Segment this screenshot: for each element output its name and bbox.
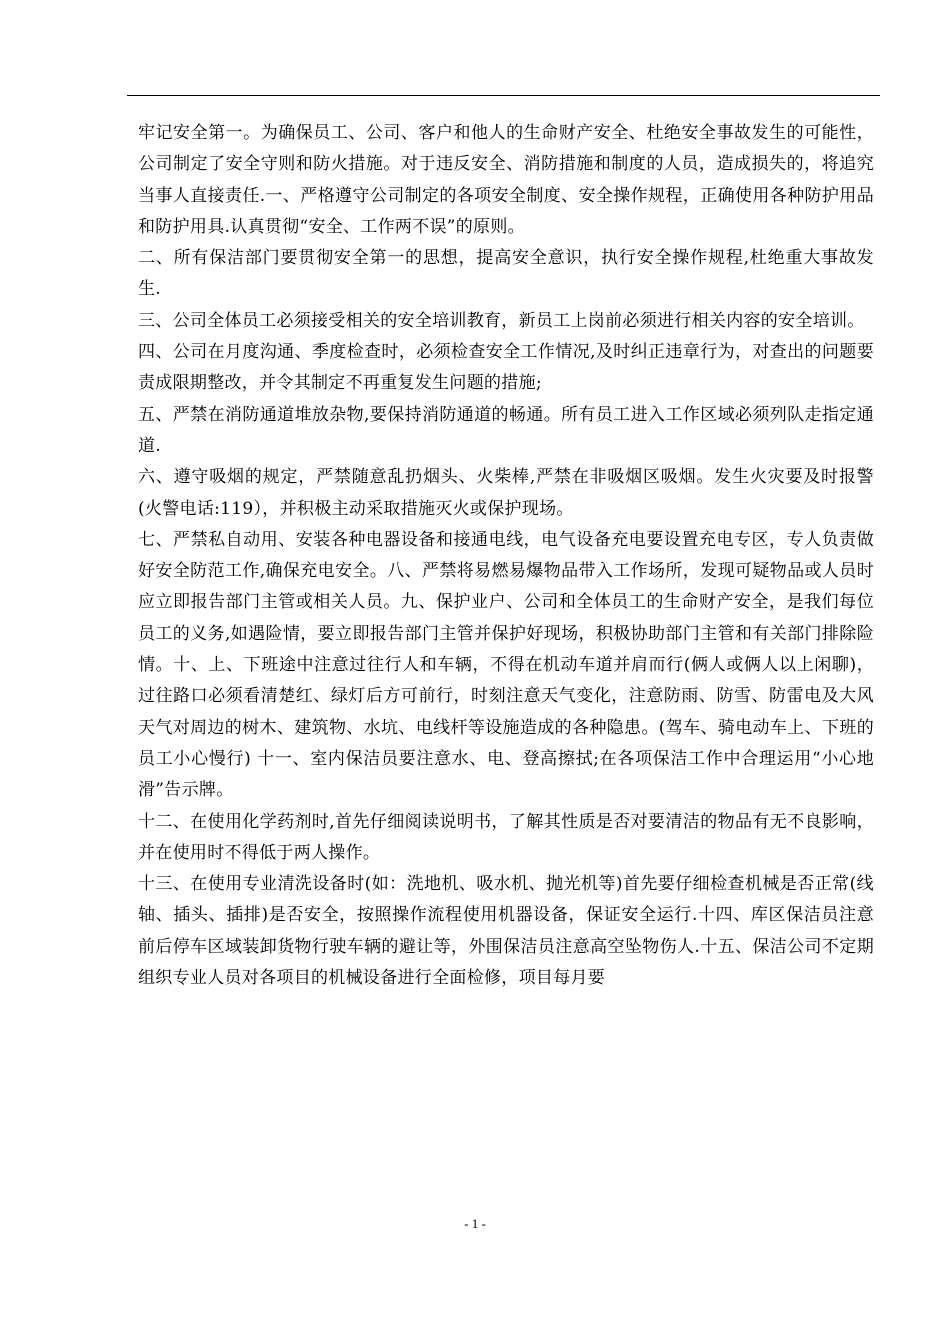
document-body	[138, 118, 874, 994]
paragraph-3: 三、公司全体员工必须接受相关的安全培训教育，新员工上岗前必须进行相关内容的安全培训。	[138, 310, 865, 331]
paragraph-2: 二、所有保洁部门要贯彻安全第一的思想，提高安全意识，执行安全操作规程,杜绝重大事故发生.	[138, 248, 874, 300]
page-number: - 1 -	[464, 1216, 486, 1231]
paragraph-4: 四、公司在月度沟通、季度检查时，必须检查安全工作情况,及时纠正违章行为，对查出的问题要责成限期整改，并令其制定不再重复发生问题的措施;	[138, 342, 874, 394]
paragraph-6: 六、遵守吸烟的规定，严禁随意乱扔烟头、火柴棒,严禁在非吸烟区吸烟。发生火灾要及时报警(火警电话:119），并积极主动采取措施灭火或保护现场。	[138, 467, 874, 519]
paragraph-12: 十二、在使用化学药剂时,首先仔细阅读说明书，了解其性质是否对要清洁的物品有无不良影响，并在使用时不得低于两人操作。	[138, 811, 874, 863]
paragraph-7-to-11: 七、严禁私自动用、安装各种电器设备和接通电线，电气设备充电要设置充电专区，专人负责做好安全防范工作,确保充电安全。八、严禁将易燃易爆物品带入工作场所，发现可疑物品或人员时应立即报告部门主管或相关人员。九、保护业户、公司和全体员工的生命财产安全，是我们每位员工的义务,如遇险情，要立即报告部门主管并保护好现场，积极协助部门主管和有关部门排除险情。十、上、下班途中注意过往行人和车辆，不得在机动车道并肩而行(俩人或俩人以上闲聊)，过往路口必须看清楚红、绿灯后方可前行，时刻注意天气变化，注意防雨、防雪、防雷电及大风天气对周边的树木、建筑物、水坑、电线杆等设施造成的各种隐患。(驾车、骑电动车上、下班的员工小心慢行) 十一、室内保洁员要注意水、电、登高擦拭;在各项保洁工作中合理运用“小心地滑”告示牌。	[138, 529, 874, 801]
paragraph-13-to-15: 十三、在使用专业清洗设备时(如：洗地机、吸水机、抛光机等)首先要仔细检查机械是否正常(线轴、插头、插排)是否安全，按照操作流程使用机器设备，保证安全运行.十四、库区保洁员注意前后停车区域装卸货物行驶车辆的避让等，外围保洁员注意高空坠物伤人.十五、保洁公司不定期组织专业人员对各项目的机械设备进行全面检修，项目每月要	[138, 874, 874, 989]
paragraph-5: 五、严禁在消防通道堆放杂物,要保持消防通道的畅通。所有员工进入工作区域必须列队走指定通道.	[138, 404, 874, 456]
header-rule	[127, 95, 880, 96]
paragraph-intro: 牢记安全第一。为确保员工、公司、客户和他人的生命财产安全、杜绝安全事故发生的可能性，公司制定了安全守则和防火措施。对于违反安全、消防措施和制度的人员，造成损失的，将追究当事人直接责任.一、严格遵守公司制定的各项安全制度、安全操作规程，正确使用各种防护用品和防护用具.认真贯彻“安全、工作两不误”的原则。	[138, 123, 874, 237]
